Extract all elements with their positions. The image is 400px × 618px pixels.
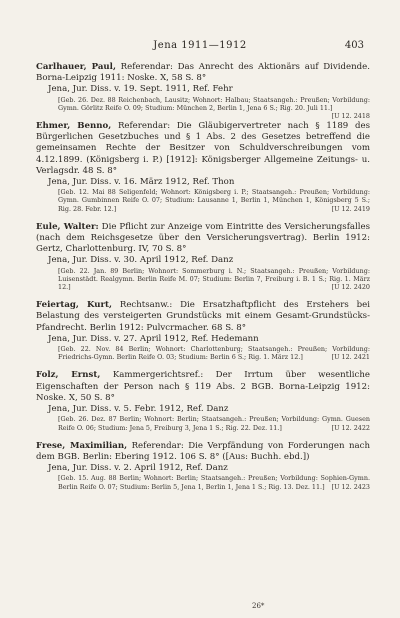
- entry-code: [U 12. 2422: [331, 423, 370, 432]
- bibliography-entry: [36, 222, 370, 291]
- entry-dissertation: Jena, Jur. Diss. v. 2. April 1912, Ref. Danz: [48, 463, 228, 474]
- entry-vita: [36, 95, 370, 121]
- entry-author: Carlhauer, Paul,: [36, 62, 116, 72]
- entry-citation: [36, 222, 370, 256]
- bibliography-entry: [36, 121, 370, 213]
- entry-author: Eule, Walter:: [36, 221, 99, 232]
- bibliography-entry: [36, 300, 370, 361]
- entry-code: [U 12. 2420: [331, 283, 370, 292]
- entry-citation: [36, 441, 370, 463]
- entry-author: Feiertag, Kurt,: [36, 300, 113, 311]
- entry-title: Referendar: Die Verpfändung von Forderungen nach dem BGB. Berlin: Ebering 1912. 106 S. 8° ([Aus: Buchh. ebd.]): [36, 440, 370, 462]
- entry-citation: [36, 370, 370, 404]
- entry-vita: [36, 345, 370, 361]
- entry-vita-text: [Geb. 12. Mai 88 Seligenfeld; Wohnort: Königsberg i. P.; Staatsangeh.: Preußen; Vorbildung: Gymn. Gumbinnen Reife O. 07; Studium: Lausanne 1, Berlin 1, München 1, Königsberg 5 S.; Rig. 28. Febr. 12.]: [58, 188, 370, 213]
- entry-title: Die Pflicht zur Anzeige vom Eintritte des Versicherungsfalles (nach dem Reichsgesetze über den Versicherungsvertrag). Berlin 1912: Gertz, Charlottenburg. IV, 70 S. 8°: [36, 221, 371, 255]
- entry-vita-text: [Geb. 26. Dez. 87 Berlin; Wohnort: Berlin; Staatsangeh.: Preußen; Vorbildung: Gymn. Guesen Reife O. 06; Studium: Jena 5, Freiburg 3, Jena 1 S.; Rig. 22. Dez. 11.]: [58, 415, 370, 432]
- entry-vita-text: [Geb. 26. Dez. 88 Reichenbach, Lausitz; Wohnort: Halbau; Staatsangeh.: Preußen; Vorbildung: Gymn. Görlitz Reife O. 09; Studium: München 2, Berlin 1, Jena 6 S.; Rig. 20. Juli 11.]: [58, 95, 370, 112]
- entry-title: Referendar: Das Anrecht des Aktionärs auf Dividende. Borna-Leipzig 1911: Noske. X, 58 S. 8°: [36, 62, 370, 84]
- signature-mark: 26*: [252, 602, 265, 610]
- running-title: Jena 1911—1912: [153, 40, 247, 51]
- running-head: [0, 40, 400, 54]
- entry-dissertation: Jena, Jur. Diss. v. 30. April 1912, Ref. Danz: [48, 255, 234, 266]
- entry-vita: [36, 267, 370, 292]
- entry-title: Referendar: Die Gläubigervertreter nach § 1189 des Bürgerlichen Gesetzbuches und § 1 Abs. 2 des Gesetzes betreffend die gemeinsamen Rechte der Besitzer von Schuldverschreibungen vom 4.12.1899. (Königsberg i. P.) [1912]: Königsberger Allgemeine Zeitungs- u. Verlagsdr. 48 S. 8°: [36, 121, 370, 176]
- entry-citation: [36, 62, 370, 84]
- bibliography-entry: [36, 62, 370, 121]
- entry-citation: [36, 121, 370, 177]
- entry-vita: [36, 415, 370, 431]
- entry-code: [U 12. 2418: [331, 112, 370, 121]
- entry-vita: [36, 474, 370, 490]
- entry-vita: [36, 188, 370, 213]
- entry-code: [U 12. 2423: [331, 482, 370, 491]
- entry-vita-text: [Geb. 15. Aug. 88 Berlin; Wohnort: Berlin; Staatsangeh.: Preußen; Vorbildung: Sophien-Gymn. Berlin Reife O. 07; Studium: Berlin 5, Jena 1, Berlin 1, Jena 1 S.; Rig. 13. Dez. 11.]: [58, 474, 370, 491]
- entry-title: Kammergerichtsref.: Der Irrtum über wesentliche Eigenschaften der Person nach § 119 Abs. 2 BGB. Borna-Leipzig 1912: Noske. X, 50 S. 8°: [36, 370, 370, 403]
- entry-title: Rechtsanw.: Die Ersatzhaftpflicht des Erstehers bei Belastung des versteigerten Grundstücks mit einem Gesamt-Grundstücks-Pfandrecht. Berlin 1912: Pulvcrmacher. 68 S. 8°: [36, 300, 370, 333]
- bibliography-entry: [36, 441, 370, 491]
- entry-author: Ehmer, Benno,: [36, 121, 112, 132]
- bibliography-entry: [36, 370, 370, 431]
- page-number: 403: [344, 40, 364, 51]
- entry-dissertation: Jena, Jur. Diss. v. 19. Sept. 1911, Ref. Fehr: [48, 84, 233, 95]
- entry-vita-text: [Geb. 22. Jan. 89 Berlin; Wohnort: Sommerburg i. N.; Staatsangeh.: Preußen; Vorbildung: Luisenstädt. Realgymn. Berlin Reife M. 07; Studium: Berlin 7, Freiburg i. B. 1 S.; Rig. 1. März 12.]: [58, 266, 370, 292]
- entry-dissertation: Jena, Jur. Diss. v. 27. April 1912, Ref. Hedemann: [48, 333, 259, 344]
- entry-author: Folz, Ernst,: [36, 370, 101, 381]
- entry-dissertation: Jena, Jur. Diss. v. 5. Febr. 1912, Ref. Danz: [48, 404, 229, 415]
- entry-code: [U 12. 2419: [331, 204, 370, 213]
- bibliography-entries: [36, 62, 370, 500]
- entry-author: Frese, Maximilian,: [36, 440, 128, 451]
- entry-citation: [36, 300, 370, 334]
- entry-vita-text: [Geb. 22. Nov. 84 Berlin; Wohnort: Charlottenburg; Staatsangeh.: Preußen; Vorbildung: Friedrichs-Gymn. Berlin Reife O. 03; Studium: Berlin 6 S.; Rig. 1. März 12.]: [58, 345, 370, 362]
- entry-code: [U 12. 2421: [331, 353, 370, 362]
- entry-dissertation: Jena, Jur. Diss. v. 16. März 1912, Ref. Thon: [48, 177, 235, 188]
